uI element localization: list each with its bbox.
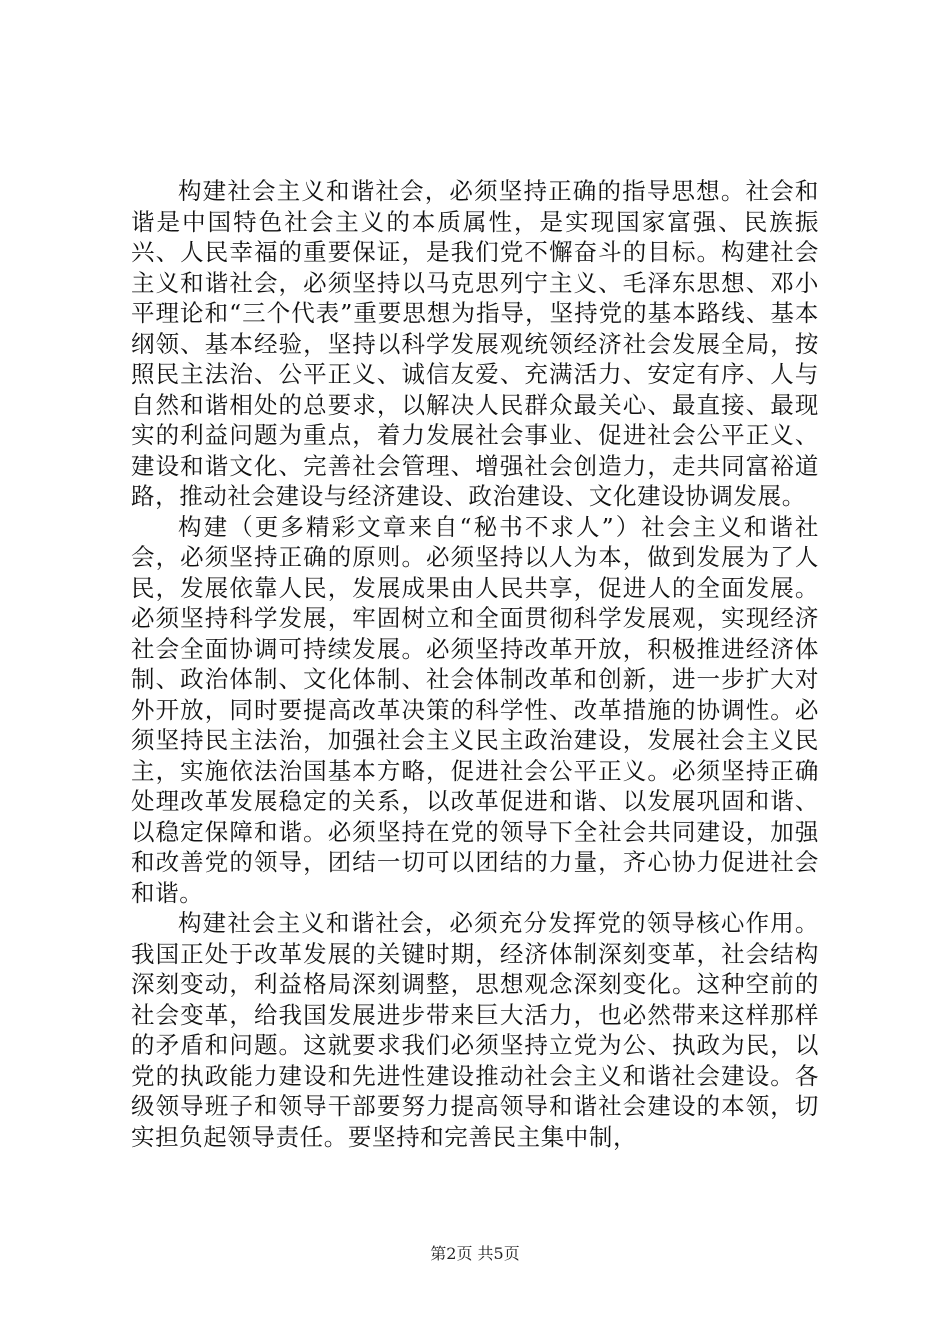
paragraph-guiding-thought: 构建社会主义和谐社会，必须坚持正确的指导思想。社会和谐是中国特色社会主义的本质属性，是实现国家富强、民族振兴、人民幸福的重要保证，是我们党不懈奋斗的目标。构建社会主义和谐社会，必须坚持以马克思列宁主义、毛泽东思想、邓小平理论和“三个代表”重要思想为指导，坚持党的基本路线、基本纲领、基本经验，坚持以科学发展观统领经济社会发展全局，按照民主法治、公平正义、诚信友爱、充满活力、安定有序、人与自然和谐相处的总要求，以解决人民群众最关心、最直接、最现实的利益问题为重点，着力发展社会事业、促进社会公平正义、建设和谐文化、完善社会管理、增强社会创造力，走共同富裕道路，推动社会建设与经济建设、政治建设、文化建设协调发展。 bbox=[131, 177, 819, 510]
document-body bbox=[131, 176, 819, 1152]
paragraph-party-leadership: 构建社会主义和谐社会，必须充分发挥党的领导核心作用。我国正处于改革发展的关键时期，经济体制深刻变革，社会结构深刻变动，利益格局深刻调整，思想观念深刻变化。这种空前的社会变革，给我国发展进步带来巨大活力，也必然带来这样那样的矛盾和问题。这就要求我们必须坚持立党为公、执政为民，以党的执政能力建设和先进性建设推动社会主义和谐社会建设。各级领导班子和领导干部要努力提高领导和谐社会建设的本领，切实担负起领导责任。要坚持和完善民主集中制， bbox=[131, 909, 819, 1151]
page-number-footer: 第2页 共5页 bbox=[430, 1244, 520, 1263]
paragraph-principles: 构建（更多精彩文章来自“秘书不求人”）社会主义和谐社会，必须坚持正确的原则。必须坚持以人为本，做到发展为了人民，发展依靠人民，发展成果由人民共享，促进人的全面发展。必须坚持科学发展，牢固树立和全面贯彻科学发展观，实现经济社会全面协调可持续发展。必须坚持改革开放，积极推进经济体制、政治体制、文化体制、社会体制改革和创新，进一步扩大对外开放，同时要提高改革决策的科学性、改革措施的协调性。必须坚持民主法治，加强社会主义民主政治建设，发展社会主义民主，实施依法治国基本方略，促进社会公平正义。必须坚持正确处理改革发展稳定的关系，以改革促进和谐、以发展巩固和谐、以稳定保障和谐。必须坚持在党的领导下全社会共同建设，加强和改善党的领导，团结一切可以团结的力量，齐心协力促进社会和谐。 bbox=[131, 512, 819, 907]
